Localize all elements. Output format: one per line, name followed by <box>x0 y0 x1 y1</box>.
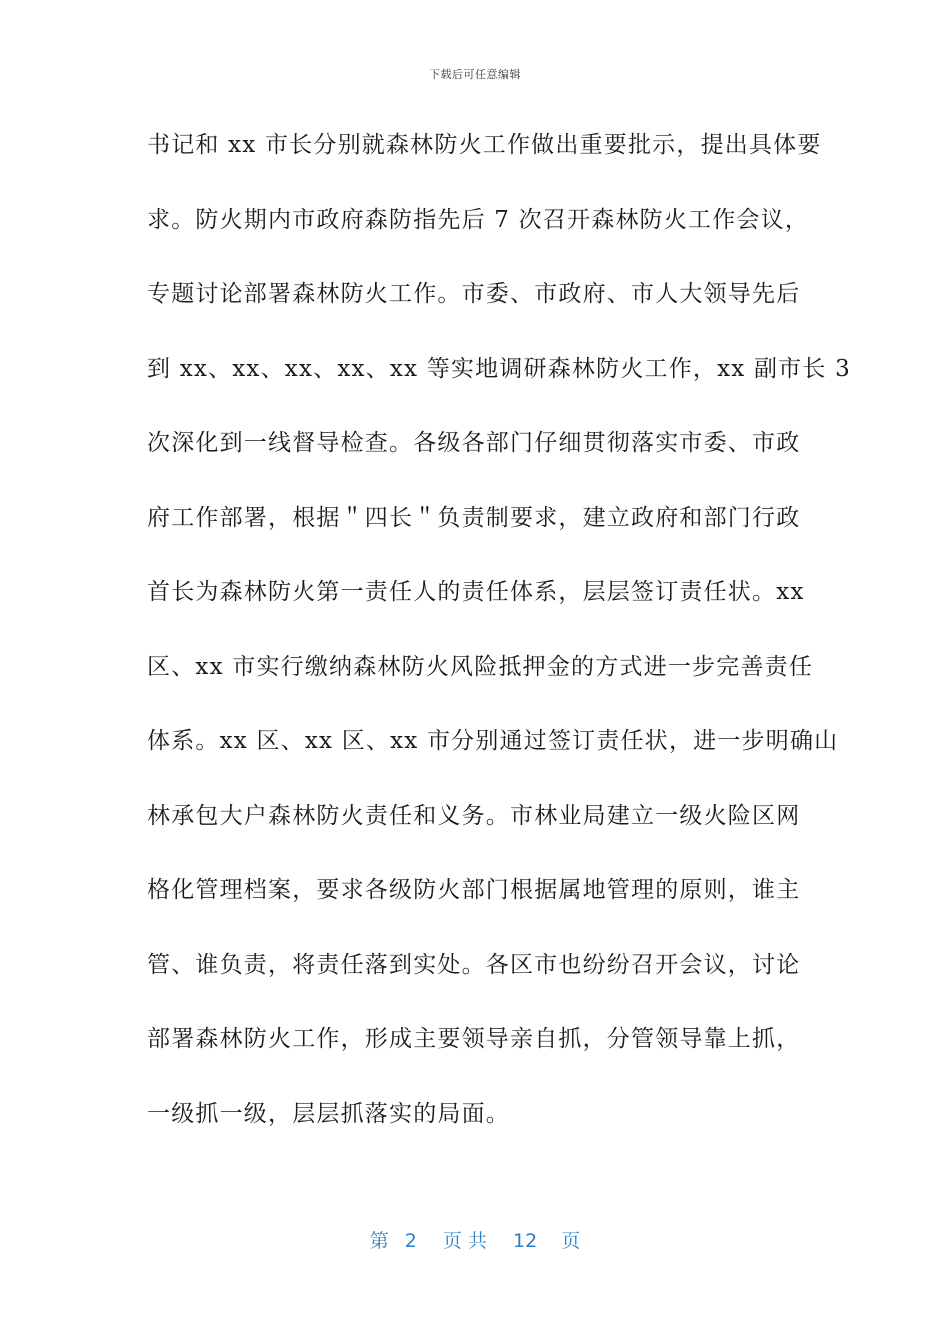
text-line: 部署森林防火工作，形成主要领导亲自抓，分管领导靠上抓， <box>147 1026 801 1052</box>
text-line: 格化管理档案，要求各级防火部门根据属地管理的原则，谁主 <box>147 877 801 903</box>
current-page-number: 2 <box>404 1230 417 1252</box>
page-footer <box>0 1226 950 1253</box>
text-line: 一级抓一级，层层抓落实的局面。 <box>147 1100 510 1127</box>
total-page-count: 12 <box>513 1230 538 1252</box>
text-line: 府工作部署，根据＂四长＂负责制要求，建立政府和部门行政 <box>147 504 801 531</box>
document-body <box>147 122 851 1165</box>
text-line: 次深化到一线督导检查。各级各部门仔细贯彻落实市委、市政 <box>147 430 801 456</box>
text-line: 专题讨论部署森林防火工作。市委、市政府、市人大领导先后 <box>147 281 801 307</box>
text-line: 到 xx、xx、xx、xx、xx 等实地调研森林防火工作，xx 副市长 3 <box>147 355 851 382</box>
text-line: 首长为森林防火第一责任人的责任体系，层层签订责任状。xx <box>147 579 805 605</box>
text-line: 求。防火期内市政府森防指先后 7 次召开森林防火工作会议， <box>147 206 810 233</box>
text-line: 区、xx 市实行缴纳森林防火风险抵押金的方式进一步完善责任 <box>147 653 814 680</box>
text-line: 书记和 xx 市长分别就森林防火工作做出重要批示，提出具体要 <box>147 132 822 158</box>
footer-middle: 页 共 <box>442 1230 487 1252</box>
footer-prefix: 第 <box>369 1230 389 1252</box>
text-line: 林承包大户森林防火责任和义务。市林业局建立一级火险区网 <box>147 802 801 829</box>
page-header-note: 下载后可任意编辑 <box>429 68 521 81</box>
text-line: 体系。xx 区、xx 区、xx 市分别通过签订责任状，进一步明确山 <box>147 728 839 754</box>
footer-suffix: 页 <box>561 1230 581 1252</box>
text-line: 管、谁负责，将责任落到实处。各区市也纷纷召开会议，讨论 <box>147 951 801 978</box>
